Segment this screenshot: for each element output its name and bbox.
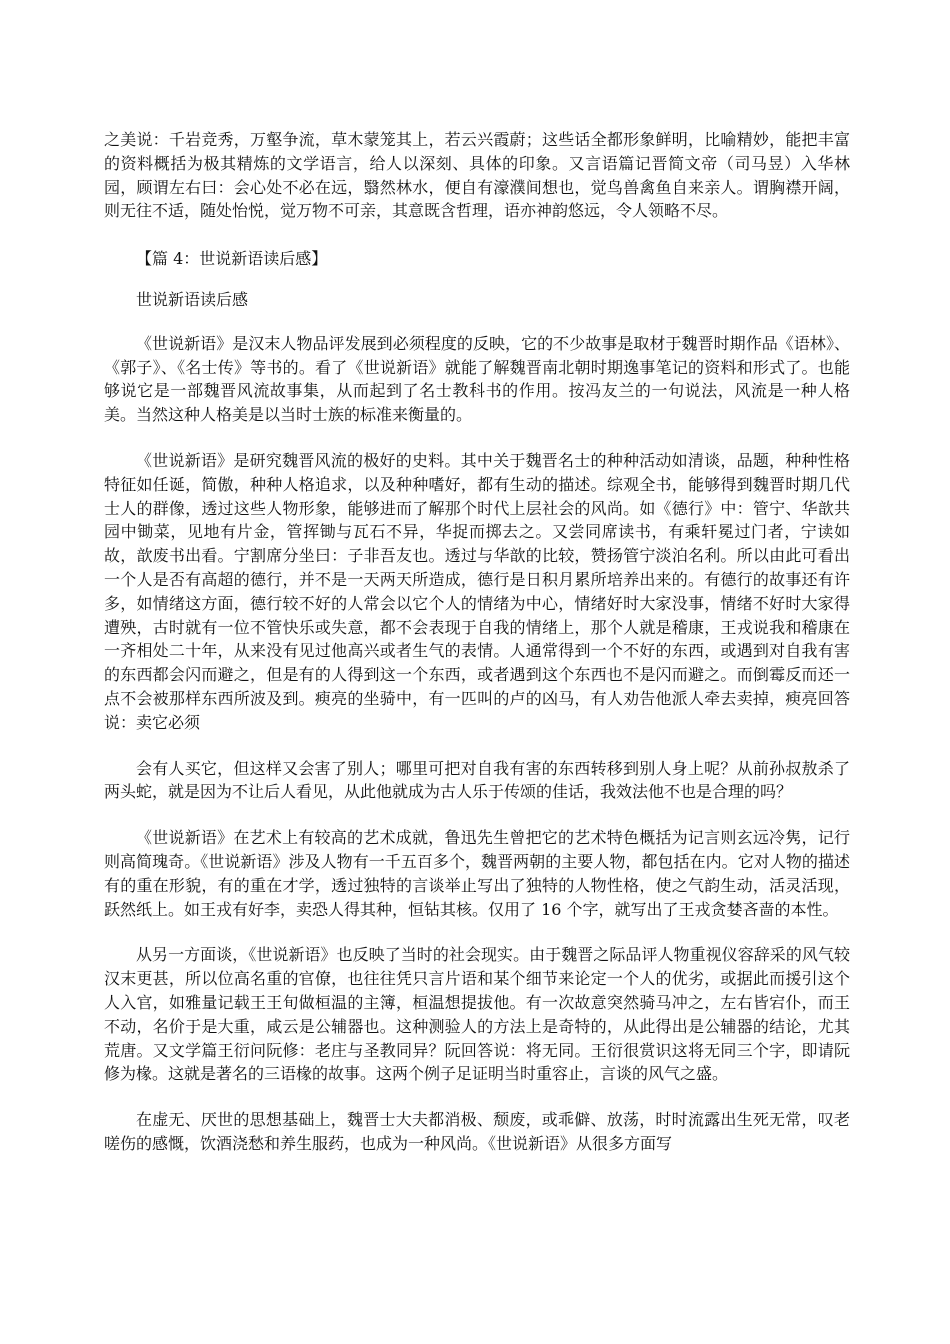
paragraph-1: 《世说新语》是汉末人物品评发展到必须程度的反映，它的不少故事是取材于魏晋时期作品《语林》、《郭子》、《名士传》等书的。看了《世说新语》就能了解魏晋南北朝时期逸事笔记的资料和形式了。也能够说它是一部魏晋风流故事集，从而起到了名士教科书的作用。按冯友兰的一句说法，风流是一种人格美。当然这种人格美是以当时士族的标准来衡量的。 [104,333,850,425]
paragraph-2: 《世说新语》是研究魏晋风流的极好的史料。其中关于魏晋名士的种种活动如清谈，品题，种种性格特征如任诞，简傲，种种人格追求，以及种种嗜好，都有生动的描述。综观全书，能够得到魏晋时期几代士人的群像，透过这些人物形象，能够进而了解那个时代上层社会的风尚。如《德行》中：管宁、华歆共园中锄菜，见地有片金，管挥锄与瓦石不异，华捉而掷去之。又尝同席读书，有乘轩冕过门者，宁读如故，歆废书出看。宁割席分坐曰：子非吾友也。透过与华歆的比较，赞扬管宁淡泊名利。所以由此可看出一个人是否有高超的德行，并不是一天两天所造成，德行是日积月累所培养出来的。有德行的故事还有许多，如情绪这方面，德行较不好的人常会以它个人的情绪为中心，情绪好时大家没事，情绪不好时大家得遭殃，古时就有一位不管快乐或失意，都不会表现于自我的情绪上，那个人就是稽康，王戎说我和稽康在一齐相处二十年，从来没有见过他高兴或者生气的表情。人通常得到一个不好的东西，或遇到对自我有害的东西都会闪而避之，但是有的人得到这一个东西，或者遇到这个东西也不是闪而避之。而倒霉反而还一点不会被那样东西所波及到。瘐亮的坐骑中，有一匹叫的卢的凶马，有人劝告他派人牵去卖掉，瘐亮回答说：卖它必须 [104,450,850,732]
paragraph-4: 《世说新语》在艺术上有较高的艺术成就，鲁迅先生曾把它的艺术特色概括为记言则玄远冷隽，记行则高简瑰奇。《世说新语》涉及人物有一千五百多个，魏晋两朝的主要人物，都包括在内。它对人物的描述有的重在形貌，有的重在才学，透过独特的言谈举止写出了独特的人物性格，使之气韵生动，活灵活现，跃然纸上。如王戎有好李，卖恐人得其种，恒钻其核。仅用了 16 个字，就写出了王戎贪婪吝啬的本性。 [104,828,850,919]
document-body [104,128,850,1156]
paragraph-intro: 之美说：千岩竞秀，万壑争流，草木蒙笼其上，若云兴霞蔚；这些话全都形象鲜明，比喻精妙，能把丰富的资料概括为极其精炼的文学语言，给人以深刻、具体的印象。又言语篇记晋简文帝（司马昱）入华林园，顾谓左右曰：会心处不必在远，翳然林水，便自有濠濮间想也，觉鸟兽禽鱼自来亲人。谓胸襟开阔，则无往不适，随处怡悦，觉万物不可亲，其意既含哲理，语亦神韵悠远，令人领略不尽。 [104,130,850,221]
essay-title: 世说新语读后感 [136,289,249,309]
paragraph-5: 从另一方面谈，《世说新语》也反映了当时的社会现实。由于魏晋之际品评人物重视仪容辞采的风气较汉末更甚，所以位高名重的官僚，也往往凭只言片语和某个细节来论定一个人的优劣，或据此而援引这个人入官，如雅量记载王王旬做桓温的主簿，桓温想提拔他。有一次故意突然骑马冲之，左右皆宕仆，而王不动，名价于是大重，咸云是公辅器也。这种测验人的方法上是奇特的，从此得出是公辅器的结论，尤其荒唐。又文学篇王衍问阮修：老庄与圣教同异？阮回答说：将无同。王衍很赏识这将无同三个字，即请阮修为椽。这就是著名的三语椽的故事。这两个例子足证明当时重容止，言谈的风气之盛。 [104,945,850,1084]
section-heading: 【篇 4：世说新语读后感】 [136,249,328,269]
paragraph-3: 会有人买它，但这样又会害了别人；哪里可把对自我有害的东西转移到别人身上呢？从前孙叔敖杀了两头蛇，就是因为不让后人看见，从此他就成为古人乐于传颂的佳话，我效法他不也是合理的吗？ [104,758,850,802]
paragraph-6: 在虚无、厌世的思想基础上，魏晋士大夫都消极、颓废，或乖僻、放荡，时时流露出生死无常，叹老嗟伤的感慨，饮酒浇愁和养生服药，也成为一种风尚。《世说新语》从很多方面写 [104,1110,850,1153]
